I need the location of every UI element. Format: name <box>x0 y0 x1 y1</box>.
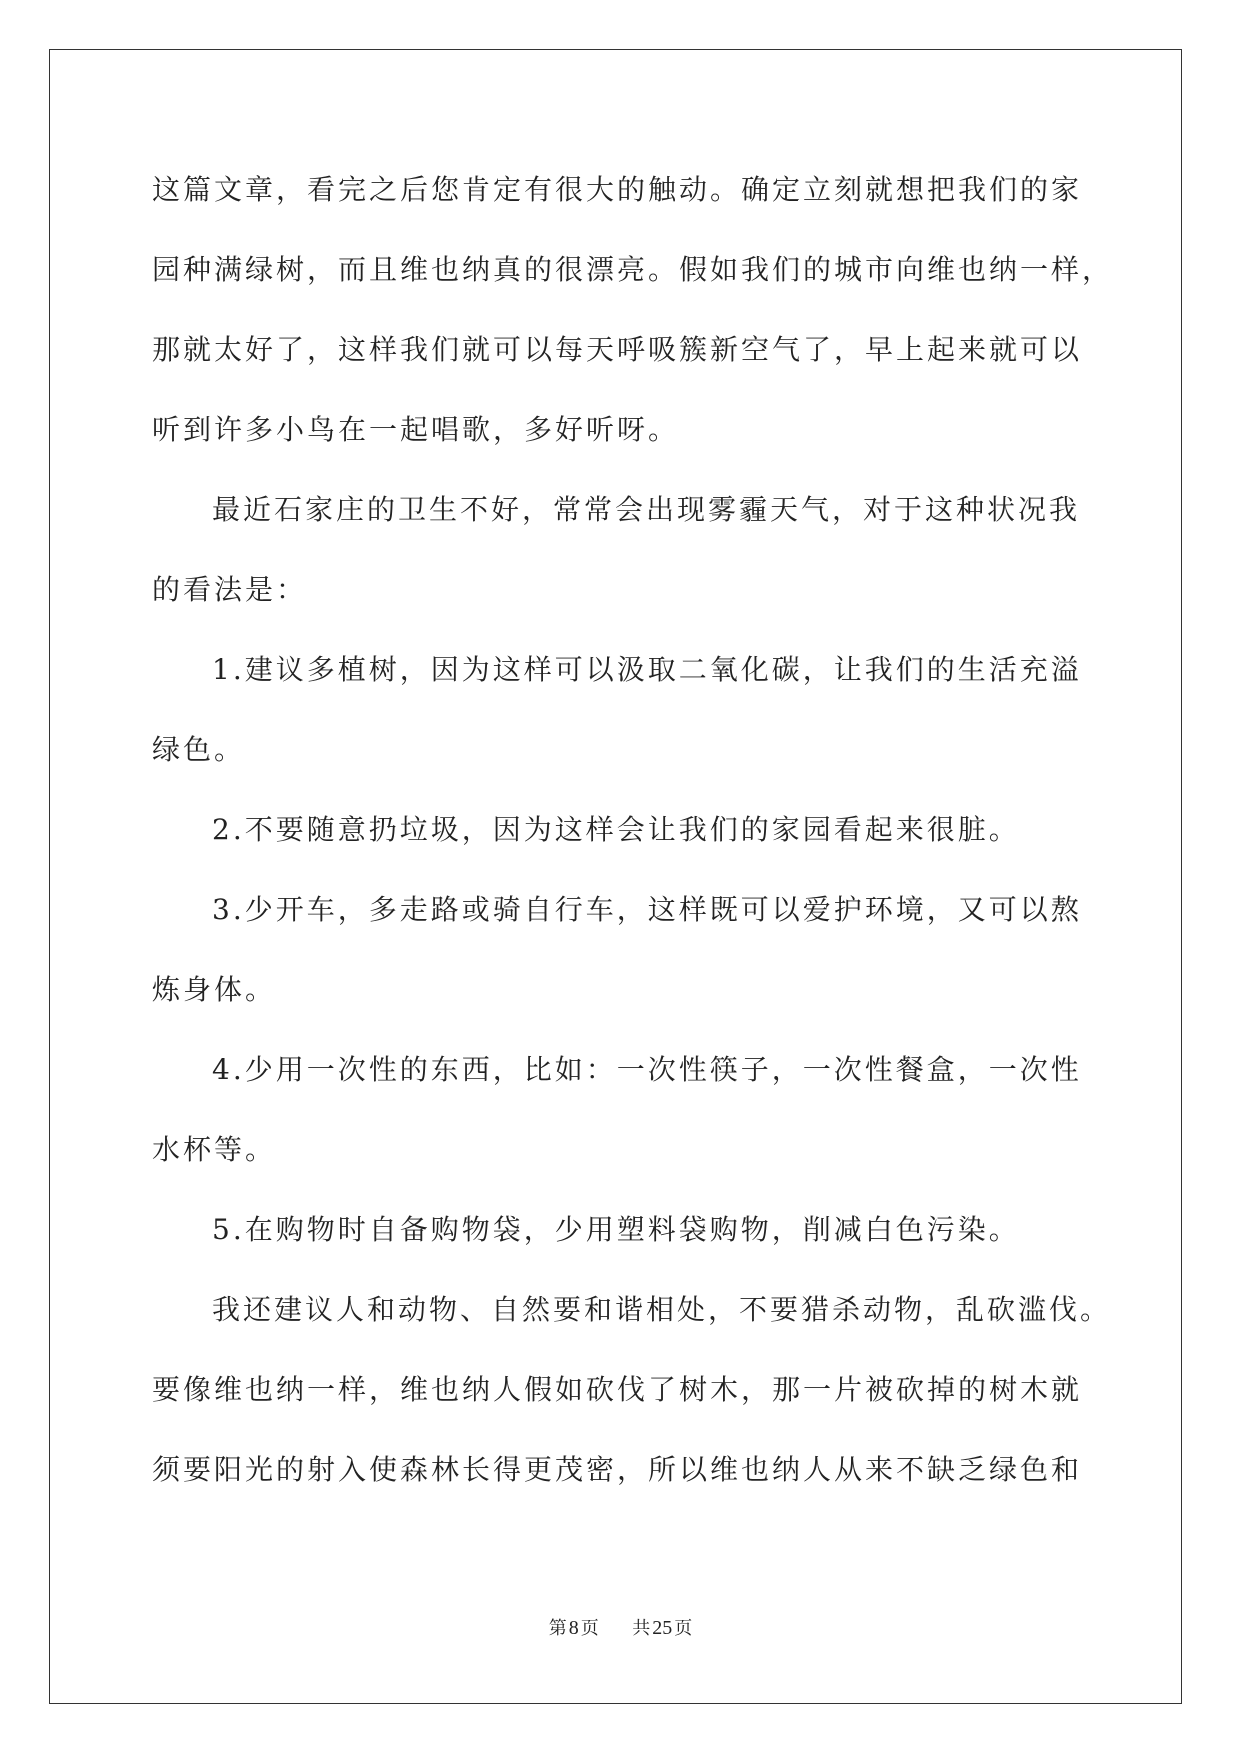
page-suffix: 页 <box>580 1618 599 1639</box>
page-footer <box>0 1616 1241 1641</box>
list-item-4: 4.少用一次性的东西，比如：一次性筷子，一次性餐盒，一次性 <box>212 1053 1082 1086</box>
text-line: 这篇文章，看完之后您肯定有很大的触动。确定立刻就想把我们的家 <box>152 173 1083 206</box>
total-prefix: 共 <box>632 1618 651 1639</box>
text-line: 绿色。 <box>152 733 246 766</box>
text-line: 的看法是： <box>152 573 308 606</box>
text-line: 水杯等。 <box>152 1133 277 1166</box>
text-line: 我还建议人和动物、自然要和谐相处，不要猎杀动物，乱砍滥伐。 <box>212 1293 1112 1326</box>
page-number: 8 <box>568 1617 579 1639</box>
text-line: 园种满绿树，而且维也纳真的很漂亮。假如我们的城市向维也纳一样， <box>152 253 1114 286</box>
text-line: 那就太好了，这样我们就可以每天呼吸簇新空气了，早上起来就可以 <box>152 333 1083 366</box>
list-item-5: 5.在购物时自备购物袋，少用塑料袋购物，削减白色污染。 <box>212 1213 1020 1246</box>
list-item-2: 2.不要随意扔垃圾，因为这样会让我们的家园看起来很脏。 <box>212 813 1020 846</box>
text-line: 要像维也纳一样，维也纳人假如砍伐了树木，那一片被砍掉的树木就 <box>152 1373 1083 1406</box>
list-item-1: 1.建议多植树，因为这样可以汲取二氧化碳，让我们的生活充溢 <box>212 653 1082 686</box>
text-line: 须要阳光的射入使森林长得更茂密，所以维也纳人从来不缺乏绿色和 <box>152 1453 1083 1486</box>
total-pages: 25 <box>652 1617 673 1639</box>
text-line: 炼身体。 <box>152 973 277 1006</box>
text-line: 听到许多小鸟在一起唱歌，多好听呀。 <box>152 413 680 446</box>
list-item-3: 3.少开车，多走路或骑自行车，这样既可以爱护环境，又可以熬 <box>212 893 1082 926</box>
total-suffix: 页 <box>674 1618 693 1639</box>
page-prefix: 第 <box>548 1618 567 1639</box>
text-line: 最近石家庄的卫生不好，常常会出现雾霾天气，对于这种状况我 <box>212 493 1081 526</box>
